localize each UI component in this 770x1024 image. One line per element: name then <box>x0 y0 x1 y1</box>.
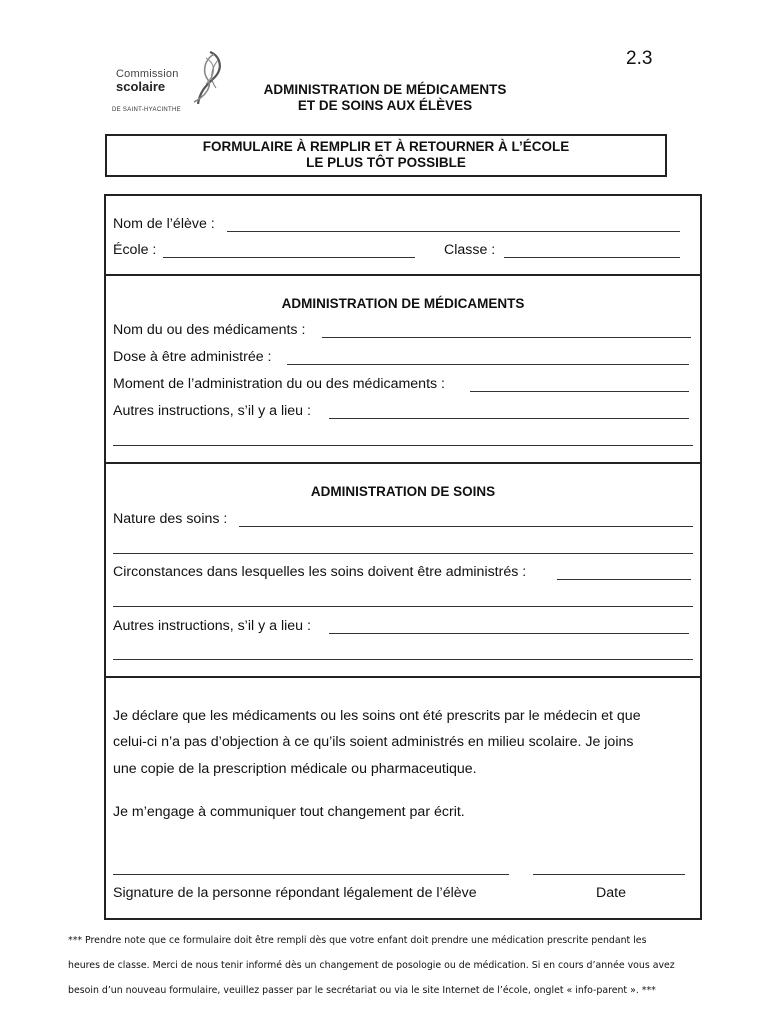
class-label: Classe : <box>444 242 496 258</box>
school-label: École : <box>113 242 157 258</box>
logo-text-commission: Commission <box>116 68 179 80</box>
commitment-text: Je m’engage à communiquer tout changement par écrit. <box>113 804 465 820</box>
section-divider <box>104 274 702 276</box>
dose-label: Dose à être administrée : <box>113 349 272 365</box>
document-title-line1: ADMINISTRATION DE MÉDICAMENTS <box>263 82 507 97</box>
declaration-line2: celui-ci n’a pas d’objection à ce qu’ils soient administrés en milieu scolaire. Je joins <box>113 734 634 750</box>
student-name-field[interactable] <box>227 231 680 232</box>
notice-box <box>105 134 667 177</box>
care-nature-label: Nature des soins : <box>113 511 228 527</box>
school-board-logo <box>110 50 230 122</box>
class-field[interactable] <box>504 257 680 258</box>
signature-label: Signature de la personne répondant légalement de l’élève <box>113 885 477 901</box>
care-other-field[interactable] <box>329 633 689 634</box>
moment-field[interactable] <box>470 391 689 392</box>
circumstances-label: Circonstances dans lesquelles les soins doivent être administrés : <box>113 564 527 580</box>
leaf-emblem-icon <box>180 50 230 108</box>
logo-text-scolaire: scolaire <box>116 79 166 94</box>
school-field[interactable] <box>163 257 415 258</box>
footer-note-line3: besoin d’un nouveau formulaire, veuillez passer par le secrétariat ou via le site Internet de l’école, onglet « info-parent ». *** <box>68 985 656 996</box>
declaration-line1: Je déclare que les médicaments ou les soins ont été prescrits par le médecin et que <box>113 708 641 724</box>
signature-field[interactable] <box>113 874 509 875</box>
care-other-field-line2[interactable] <box>113 659 693 660</box>
circumstances-field-line2[interactable] <box>113 606 693 607</box>
dose-field[interactable] <box>287 364 689 365</box>
care-nature-field[interactable] <box>239 526 693 527</box>
page-number: 2.3 <box>626 48 653 69</box>
section-divider <box>104 462 702 464</box>
medication-heading: ADMINISTRATION DE MÉDICAMENTS <box>281 296 525 311</box>
moment-label: Moment de l’administration du ou des médicaments : <box>113 376 445 392</box>
notice-line1: FORMULAIRE À REMPLIR ET À RETOURNER À L’ÉCOLE <box>202 139 570 154</box>
care-nature-field-line2[interactable] <box>113 553 693 554</box>
student-name-label: Nom de l’élève : <box>113 216 215 232</box>
date-label: Date <box>596 885 626 901</box>
logo-text-location: DE SAINT-HYACINTHE <box>112 107 181 113</box>
notice-line2: LE PLUS TÔT POSSIBLE <box>306 155 466 170</box>
care-heading: ADMINISTRATION DE SOINS <box>310 484 496 499</box>
document-title-line2: ET DE SOINS AUX ÉLÈVES <box>297 98 473 113</box>
declaration-line3: une copie de la prescription médicale ou pharmaceutique. <box>113 761 477 777</box>
footer-note-line1: *** Prendre note que ce formulaire doit être rempli dès que votre enfant doit prendre une médication prescrite pendant les <box>68 935 647 946</box>
medication-other-field[interactable] <box>329 418 689 419</box>
section-divider <box>104 676 702 678</box>
care-other-label: Autres instructions, s’il y a lieu : <box>113 618 311 634</box>
footer-note-line2: heures de classe. Merci de nous tenir informé dès un changement de posologie ou de médication. Si en cours d’année vous avez <box>68 960 675 971</box>
circumstances-field[interactable] <box>557 579 691 580</box>
medication-other-field-line2[interactable] <box>113 445 693 446</box>
medication-name-field[interactable] <box>322 337 691 338</box>
date-field[interactable] <box>533 874 685 875</box>
medication-name-label: Nom du ou des médicaments : <box>113 322 306 338</box>
medication-other-label: Autres instructions, s’il y a lieu : <box>113 403 311 419</box>
